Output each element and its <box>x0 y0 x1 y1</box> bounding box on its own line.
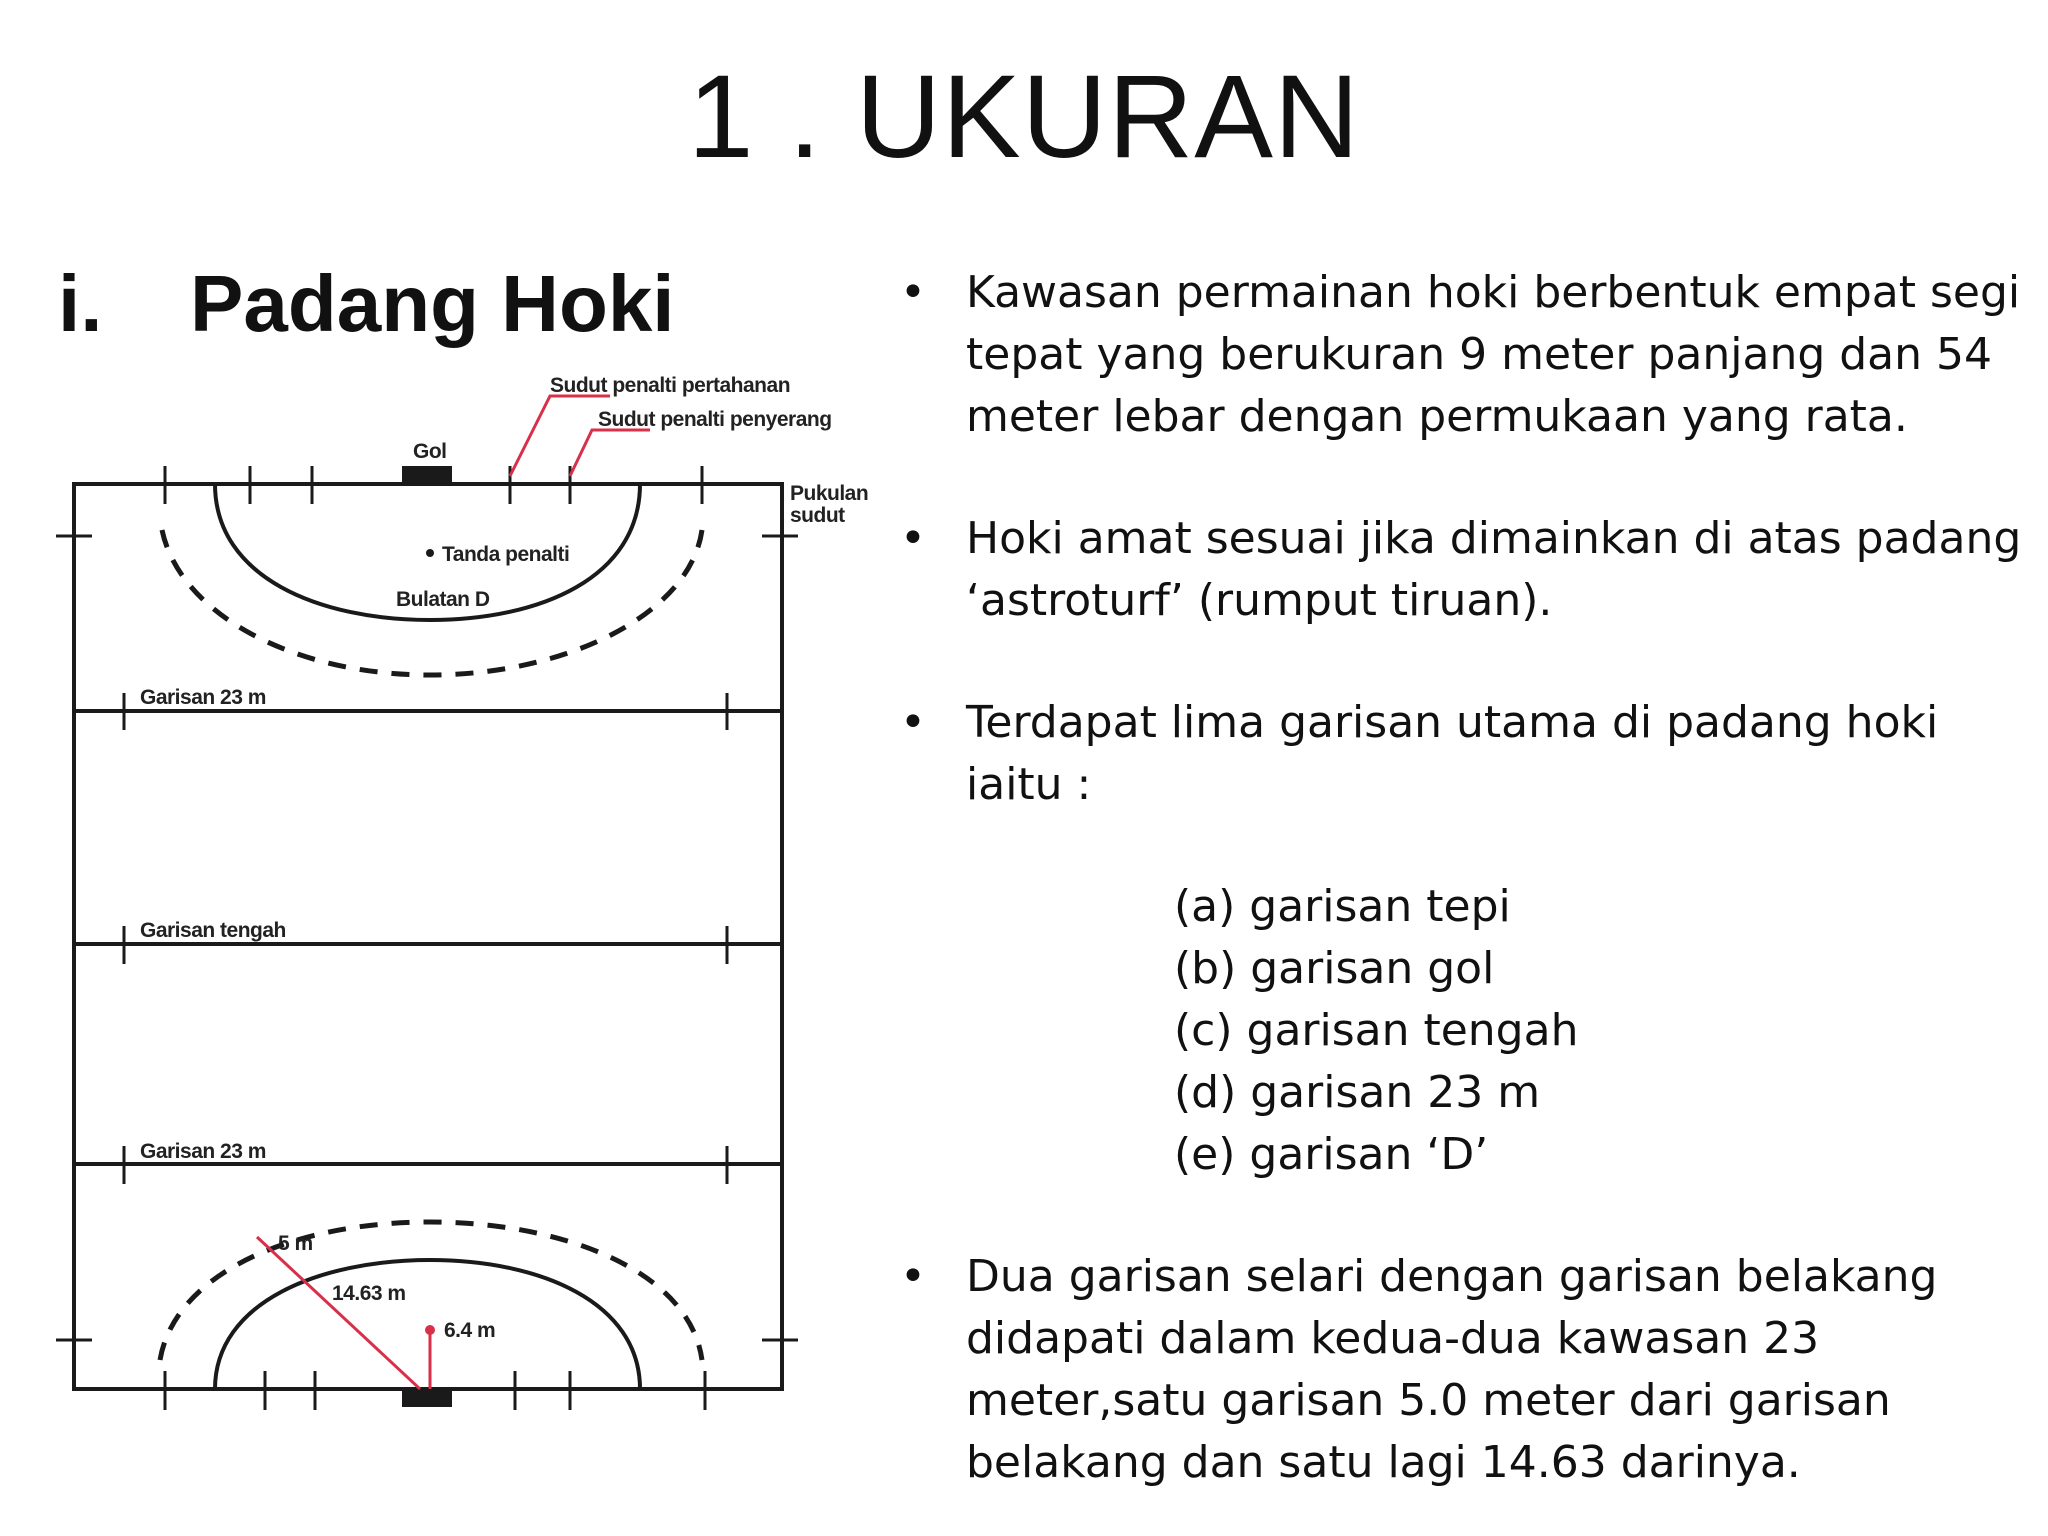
label-pukulan: Pukulan <box>790 482 869 505</box>
label-sudut-pertahanan: Sudut penalti pertahanan <box>550 374 791 397</box>
line-types-list <box>966 876 2030 1186</box>
label-tanda-penalti: Tanda penalti <box>442 543 570 566</box>
label-1463m: 14.63 m <box>332 1282 406 1305</box>
pointer-pertahanan <box>510 396 610 476</box>
goal-bottom <box>402 1387 452 1407</box>
label-5m: 5 m <box>278 1232 313 1255</box>
label-64m: 6.4 m <box>444 1319 496 1342</box>
bullet-text: Terdapat lima garisan utama di padang hoki iaitu : <box>966 697 1939 810</box>
list-item: (a) garisan tepi <box>1174 881 1511 932</box>
bullet-item: • Hoki amat sesuai jika dimainkan di atas padang ‘astroturf’ (rumput tiruan). <box>900 508 2030 632</box>
goal-top <box>402 466 452 486</box>
label-garisan-23-bottom: Garisan 23 m <box>140 1140 266 1163</box>
list-item: (b) garisan gol <box>1174 943 1495 994</box>
diagram-labels <box>140 374 868 1342</box>
list-item: (d) garisan 23 m <box>1174 1067 1541 1118</box>
bullet-item <box>900 692 2030 1186</box>
hockey-field-diagram <box>50 370 890 1430</box>
list-item: (e) garisan ‘D’ <box>1174 1129 1489 1180</box>
label-garisan-tengah: Garisan tengah <box>140 919 286 942</box>
penalty-spot <box>426 549 434 557</box>
list-item: (c) garisan tengah <box>1174 1005 1579 1056</box>
pointer-penyerang <box>570 430 650 476</box>
penalty-spot-bottom <box>425 1325 435 1335</box>
section-heading <box>58 256 675 352</box>
label-garisan-23-top: Garisan 23 m <box>140 686 266 709</box>
bullet-list <box>900 262 2030 1494</box>
label-gol: Gol <box>413 440 447 463</box>
bullet-item: • Kawasan permainan hoki berbentuk empat segi tepat yang berukuran 9 meter panjang dan 54 meter lebar dengan permukaan yang rata. <box>900 262 2030 448</box>
label-sudut: sudut <box>790 504 845 527</box>
section-number: i. <box>58 259 103 348</box>
label-bulatan-d: Bulatan D <box>396 588 490 611</box>
section-heading-text: Padang Hoki <box>190 259 675 348</box>
bullet-item: • Dua garisan selari dengan garisan belakang didapati dalam kedua-dua kawasan 23 meter,satu garisan 5.0 meter dari garisan belakang dan satu lagi 14.63 darinya. <box>900 1246 2030 1494</box>
d-circle-bottom <box>215 1260 640 1389</box>
slide-title: 1 . UKURAN <box>687 51 1361 183</box>
label-sudut-penyerang: Sudut penalti penyerang <box>598 408 832 431</box>
